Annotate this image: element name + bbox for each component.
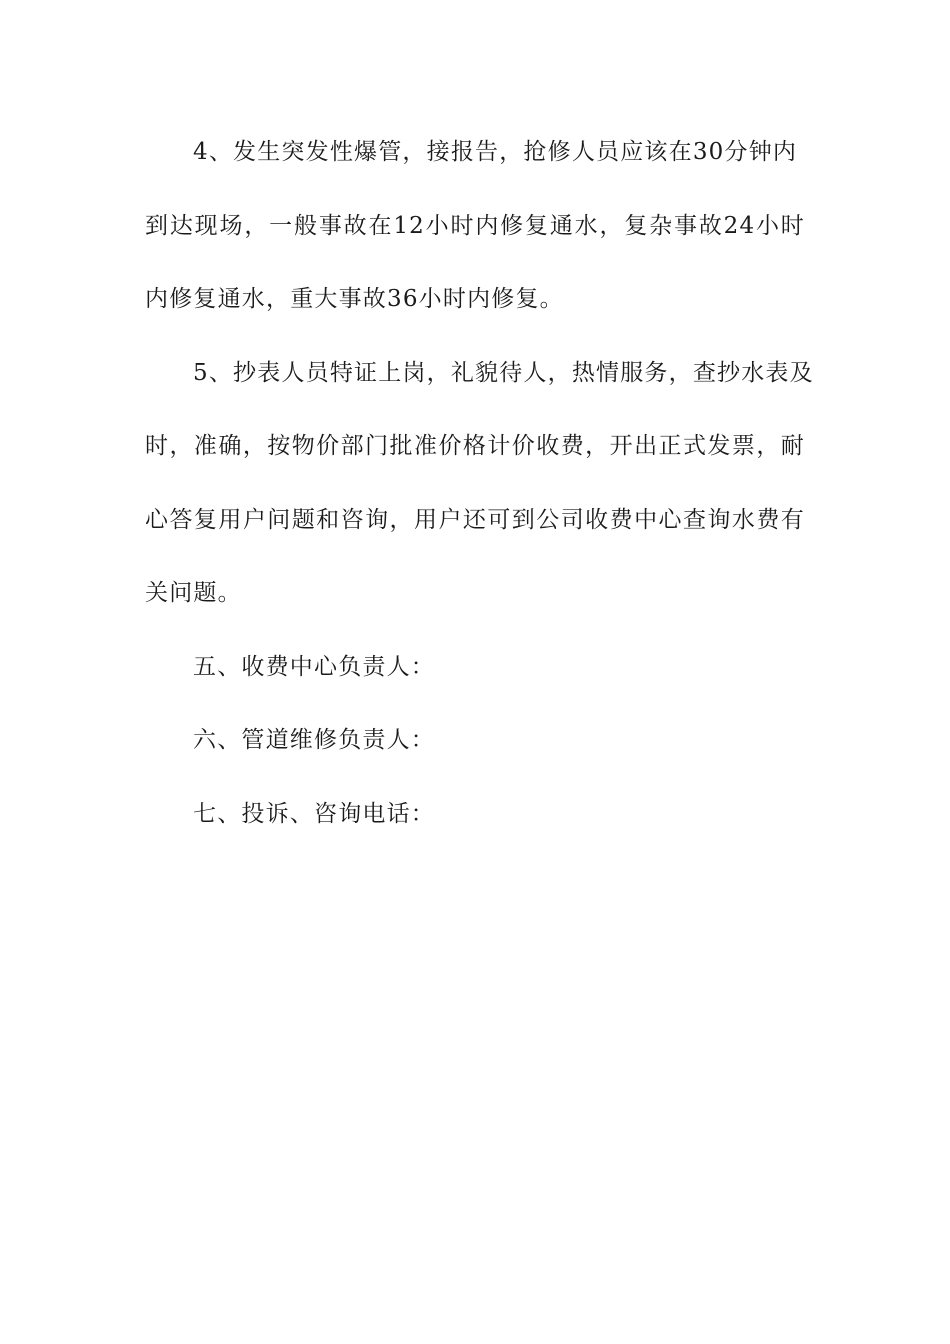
item-4-paragraph [145, 123, 809, 344]
item-5-line-3: 心答复用户问题和咨询，用户还可到公司收费中心查询水费有 [145, 506, 805, 533]
item-4-line-3: 内修复通水，重大事故36小时内修复。 [145, 286, 564, 312]
section-7-heading: 七、投诉、咨询电话： [193, 800, 435, 827]
document-body [145, 123, 814, 858]
section-6-heading: 六、管道维修负责人： [193, 727, 435, 753]
item-5-line-4: 关问题。 [145, 580, 242, 606]
item-5-paragraph [145, 344, 814, 638]
item-5-line-2: 时，准确，按物价部门批准价格计价收费，开出正式发票，耐 [145, 433, 805, 459]
section-5-heading: 五、收费中心负责人： [193, 653, 435, 680]
item-4-line-1: 4、发生突发性爆管，接报告，抢修人员应该在30分钟内 [193, 139, 798, 165]
item-5-line-1: 5、抄表人员特证上岗，礼貌待人，热情服务，查抄水表及 [193, 359, 814, 386]
item-4-line-2: 到达现场，一般事故在12小时内修复通水，复杂事故24小时 [145, 212, 805, 239]
